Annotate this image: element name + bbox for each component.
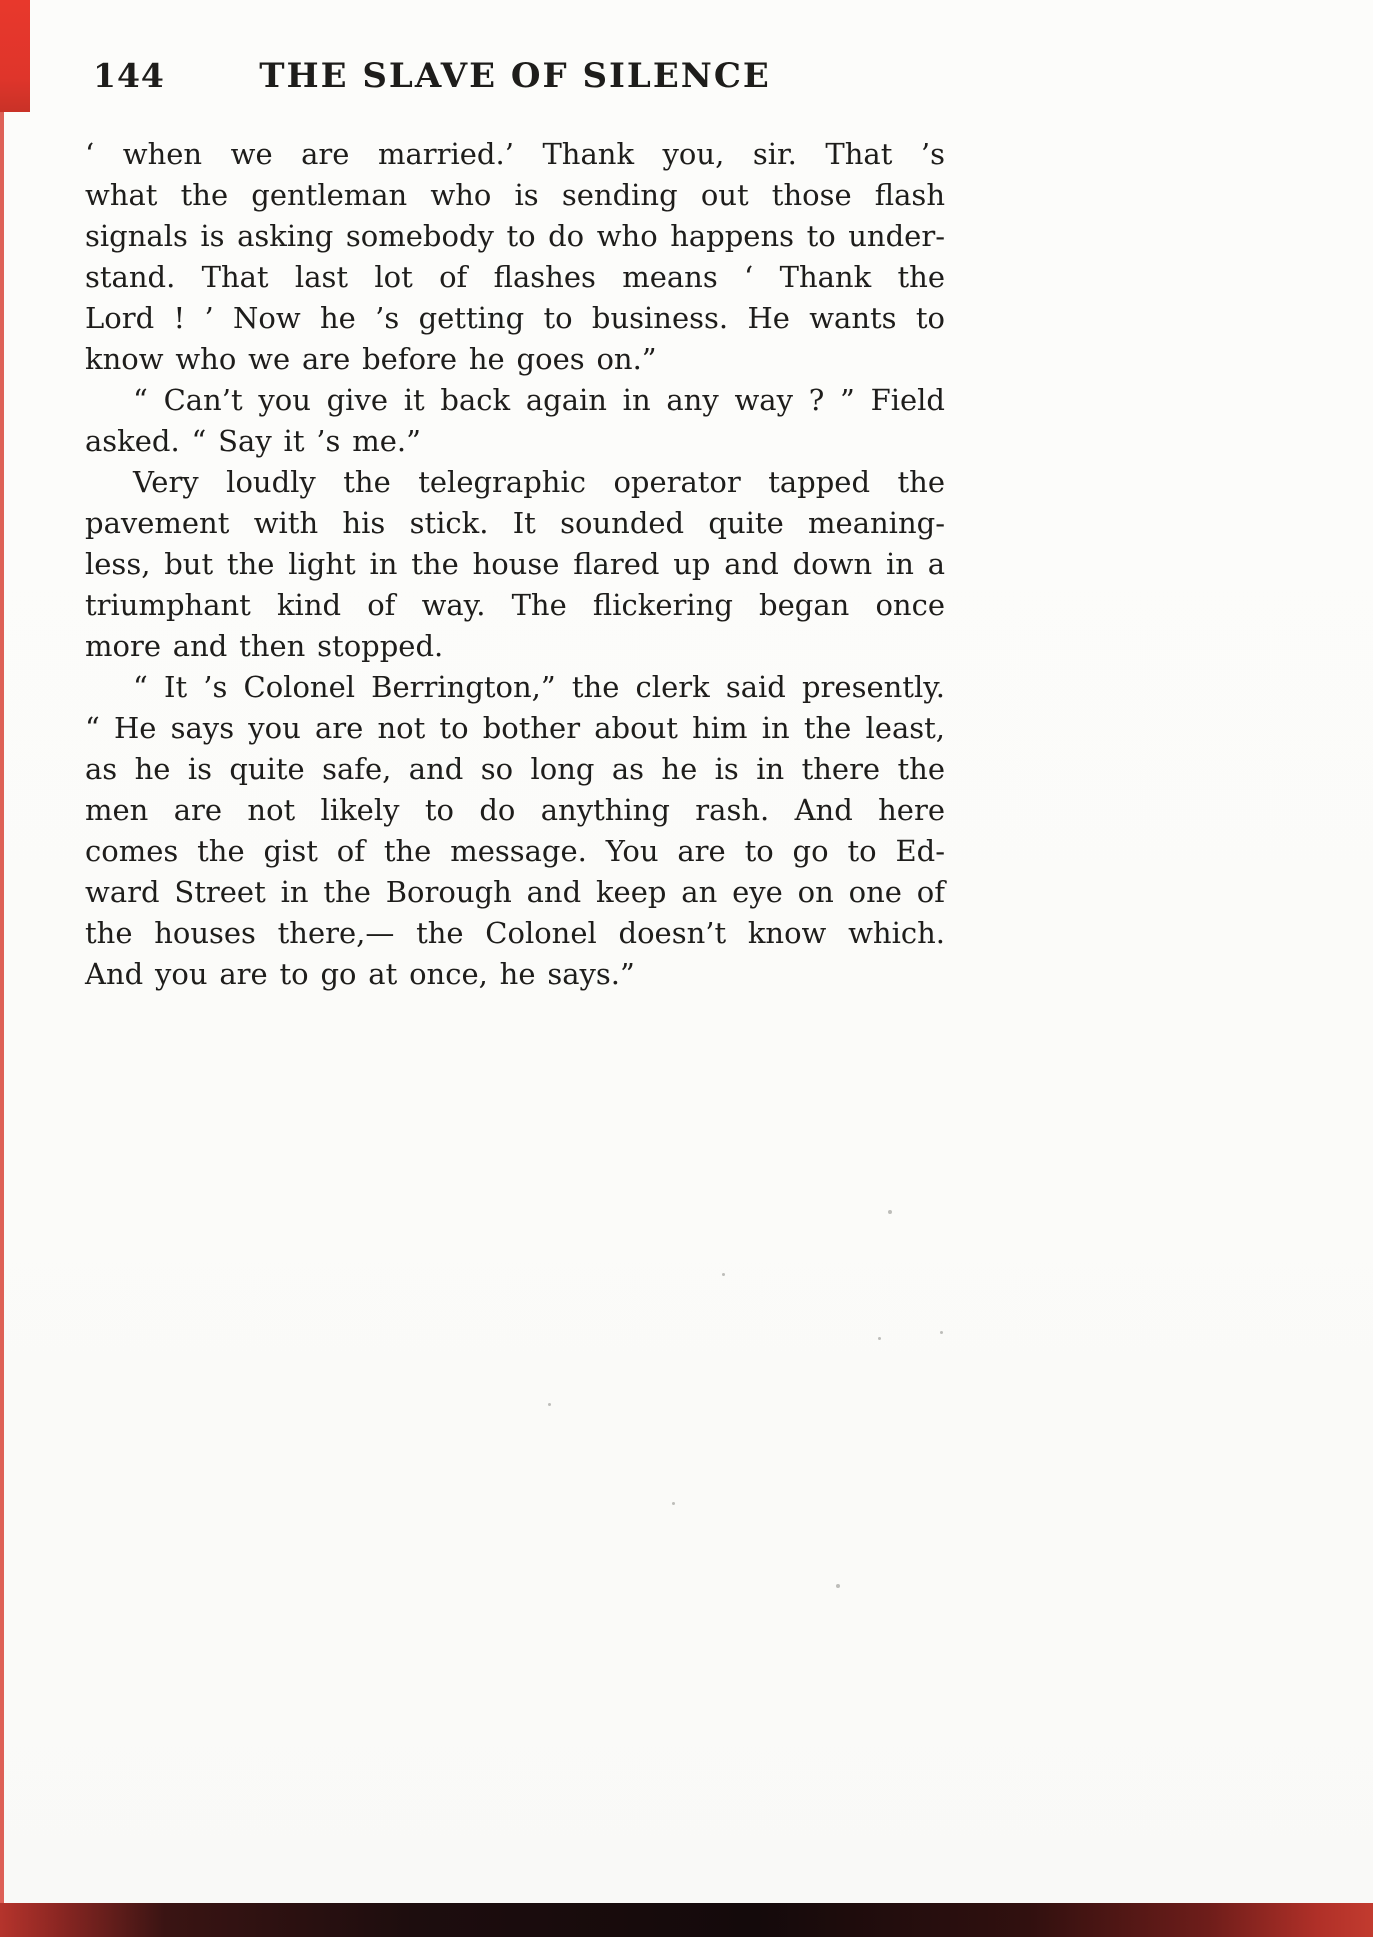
scan-red-edge-block [0,0,30,112]
text-line: stand. That last lot of flashes means ‘ Thank the [85,260,945,294]
text-line: ward Street in the Borough and keep an eye on one of [85,875,945,909]
paragraph [85,380,945,462]
scan-speck [878,1337,881,1340]
scan-speck [672,1502,675,1505]
scan-speck [548,1403,551,1406]
text-line: triumphant kind of way. The flickering began once [85,588,945,622]
page-body [85,134,945,995]
text-line: “ He says you are not to bother about him in the least, [85,711,945,745]
text-line: signals is asking somebody to do who happens to under- [85,219,945,253]
text-line: “ It ’s Colonel Berrington,” the clerk said presently. [133,670,945,704]
text-line: the houses there,— the Colonel doesn’t know which. [85,916,945,950]
text-line: men are not likely to do anything rash. And here [85,793,945,827]
text-line: Lord ! ’ Now he ’s getting to business. He wants to [85,301,945,335]
text-line: less, but the light in the house flared up and down in a [85,547,945,581]
text-line: Very loudly the telegraphic operator tapped the [133,465,945,499]
text-line: comes the gist of the message. You are to go to Ed- [85,834,945,868]
paragraph [85,134,945,380]
scan-left-edge-line [0,0,4,1937]
paragraph [85,462,945,667]
scan-speck [888,1210,892,1214]
text-line: “ Can’t you give it back again in any way ? ” Field [133,383,945,417]
scan-speck [940,1331,943,1334]
text-line: asked. “ Say it ’s me.” [85,424,421,458]
text-line: more and then stopped. [85,629,444,663]
text-line: what the gentleman who is sending out those flash [85,178,945,212]
text-line: pavement with his stick. It sounded quite meaning- [85,506,945,540]
text-line: And you are to go at once, he says.” [85,957,635,991]
text-line: ‘ when we are married.’ Thank you, sir. That ’s [85,137,945,171]
scan-bottom-edge-strip [0,1903,1373,1937]
scan-speck [836,1584,840,1588]
page-number: 144 [93,56,165,95]
paragraph [85,667,945,995]
scan-speck [722,1273,725,1276]
text-line: as he is quite safe, and so long as he is in there the [85,752,945,786]
page-header [85,56,945,100]
running-title: THE SLAVE OF SILENCE [259,56,771,96]
text-line: know who we are before he goes on.” [85,342,657,376]
